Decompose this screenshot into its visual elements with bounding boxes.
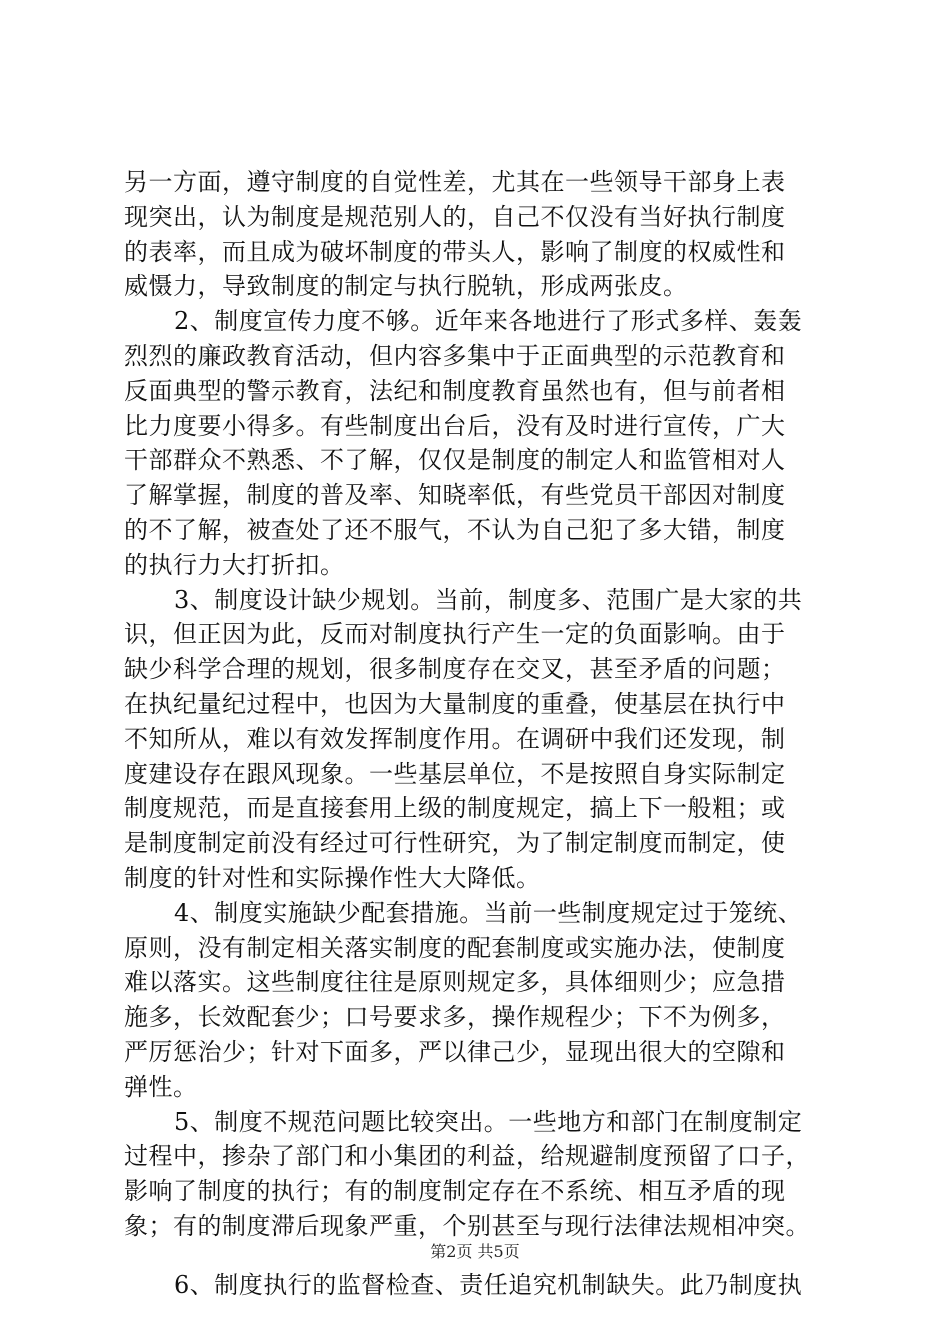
text-line: 缺少科学合理的规划，很多制度存在交叉，甚至矛盾的问题；	[124, 655, 786, 684]
text-line: 6、制度执行的监督检查、责任追究机制缺失。此乃制度执	[174, 1271, 803, 1300]
text-line: 度建设存在跟风现象。一些基层单位，不是按照自身实际制定	[124, 759, 786, 788]
page-footer: 第2页 共5页	[430, 1242, 520, 1261]
text-line: 了解掌握，制度的普及率、知晓率低，有些党员干部因对制度	[124, 481, 786, 510]
text-line: 象；有的制度滞后现象严重，个别甚至与现行法律法规相冲突。	[124, 1212, 810, 1240]
text-line: 的不了解，被查处了还不服气，不认为自己犯了多大错，制度	[124, 516, 786, 544]
text-line: 5、制度不规范问题比较突出。一些地方和部门在制度制定	[174, 1107, 803, 1136]
text-line: 4、制度实施缺少配套措施。当前一些制度规定过于笼统、	[174, 898, 803, 927]
text-line: 弹性。	[124, 1072, 198, 1101]
text-line: 另一方面，遵守制度的自觉性差，尤其在一些领导干部身上表	[124, 168, 786, 196]
text-line: 过程中，掺杂了部门和小集团的利益，给规避制度预留了口子，	[124, 1142, 810, 1171]
text-line: 威慑力，导致制度的制定与执行脱轨，形成两张皮。	[124, 272, 688, 301]
text-line: 干部群众不熟悉、不了解，仅仅是制度的制定人和监管相对人	[124, 446, 786, 475]
text-line: 影响了制度的执行；有的制度制定存在不系统、相互矛盾的现	[124, 1177, 786, 1206]
text-line: 制度规范，而是直接套用上级的制度规定，搞上下一般粗；或	[124, 794, 786, 823]
text-line: 的执行力大打折扣。	[124, 550, 345, 579]
text-line: 识，但正因为此，反而对制度执行产生一定的负面影响。由于	[124, 620, 786, 649]
text-line: 在执纪量纪过程中，也因为大量制度的重叠，使基层在执行中	[124, 690, 786, 718]
text-line: 的表率，而且成为破坏制度的带头人，影响了制度的权威性和	[124, 237, 786, 266]
text-line: 烈烈的廉政教育活动，但内容多集中于正面典型的示范教育和	[124, 342, 786, 370]
text-line: 3、制度设计缺少规划。当前，制度多、范围广是大家的共	[174, 585, 803, 614]
text-line: 现突出，认为制度是规范别人的，自己不仅没有当好执行制度	[124, 202, 786, 231]
text-line: 2、制度宣传力度不够。近年来各地进行了形式多样、轰轰	[174, 307, 803, 336]
text-line: 原则，没有制定相关落实制度的配套制度或实施办法，使制度	[124, 933, 786, 962]
text-line: 反面典型的警示教育，法纪和制度教育虽然也有，但与前者相	[124, 376, 786, 405]
text-line: 制度的针对性和实际操作性大大降低。	[124, 864, 541, 892]
text-line: 是制度制定前没有经过可行性研究，为了制定制度而制定，使	[124, 829, 786, 858]
text-line: 不知所从，难以有效发挥制度作用。在调研中我们还发现，制	[124, 724, 786, 753]
text-line: 施多，长效配套少；口号要求多，操作规程少；下不为例多，	[124, 1003, 786, 1032]
text-line: 比力度要小得多。有些制度出台后，没有及时进行宣传，广大	[124, 411, 786, 440]
text-line: 难以落实。这些制度往往是原则规定多，具体细则少；应急措	[124, 968, 786, 997]
text-line: 严厉惩治少；针对下面多，严以律己少，显现出很大的空隙和	[124, 1038, 786, 1066]
